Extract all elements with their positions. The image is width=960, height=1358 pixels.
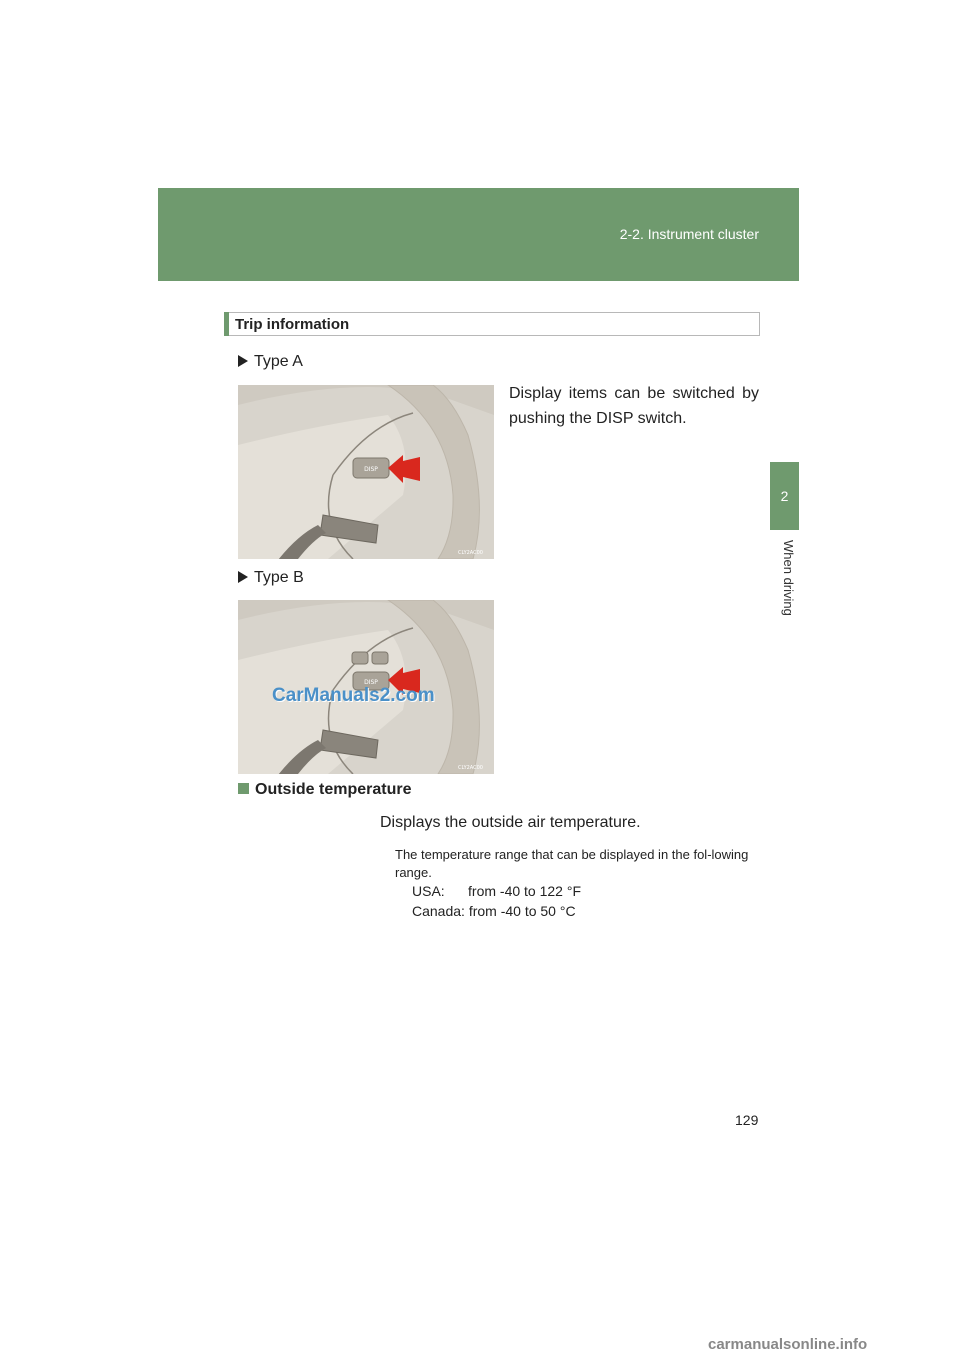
- header-band: [158, 188, 799, 281]
- temperature-range-note: The temperature range that can be displayed in the fol-lowing range.: [395, 847, 749, 880]
- chapter-tab-label: When driving: [781, 540, 796, 616]
- svg-text:DISP: DISP: [364, 466, 378, 473]
- temperature-range-usa: USA: from -40 to 122 °F: [412, 883, 581, 899]
- section-accent-bar: [224, 312, 229, 336]
- watermark-top: CarManuals2.com: [272, 685, 435, 706]
- square-bullet-icon: [238, 783, 249, 794]
- type-a-heading: [238, 353, 303, 371]
- page-number: 129: [735, 1112, 759, 1128]
- svg-text:DISP: DISP: [364, 679, 378, 686]
- temperature-range-canada: Canada: from -40 to 50 °C: [412, 903, 576, 919]
- section-header: [224, 312, 760, 336]
- chapter-title: 2-2. Instrument cluster: [619, 226, 759, 242]
- triangle-bullet-icon: [238, 355, 248, 367]
- svg-text:CLY2AC00: CLY2AC00: [457, 765, 483, 771]
- outside-temperature-title: Outside temperature: [255, 781, 412, 798]
- chapter-tab-number: 2: [770, 462, 799, 530]
- outside-temperature-body: Displays the outside air temperature.: [380, 814, 641, 831]
- section-title: Trip information: [235, 316, 350, 333]
- description-text: Display items can be switched by pushing the DISP switch.: [509, 385, 759, 427]
- steering-wheel-illustration-a: [238, 385, 494, 559]
- type-a-label: Type A: [254, 353, 303, 370]
- outside-temperature-heading: [238, 781, 411, 799]
- triangle-bullet-icon: [238, 571, 248, 583]
- svg-text:CLY2AC00: CLY2AC00: [457, 550, 483, 556]
- type-b-heading: [238, 569, 304, 587]
- type-b-label: Type B: [254, 569, 304, 586]
- steering-wheel-type-a-image: [238, 385, 494, 559]
- watermark-bottom: carmanualsonline.info: [708, 1336, 868, 1353]
